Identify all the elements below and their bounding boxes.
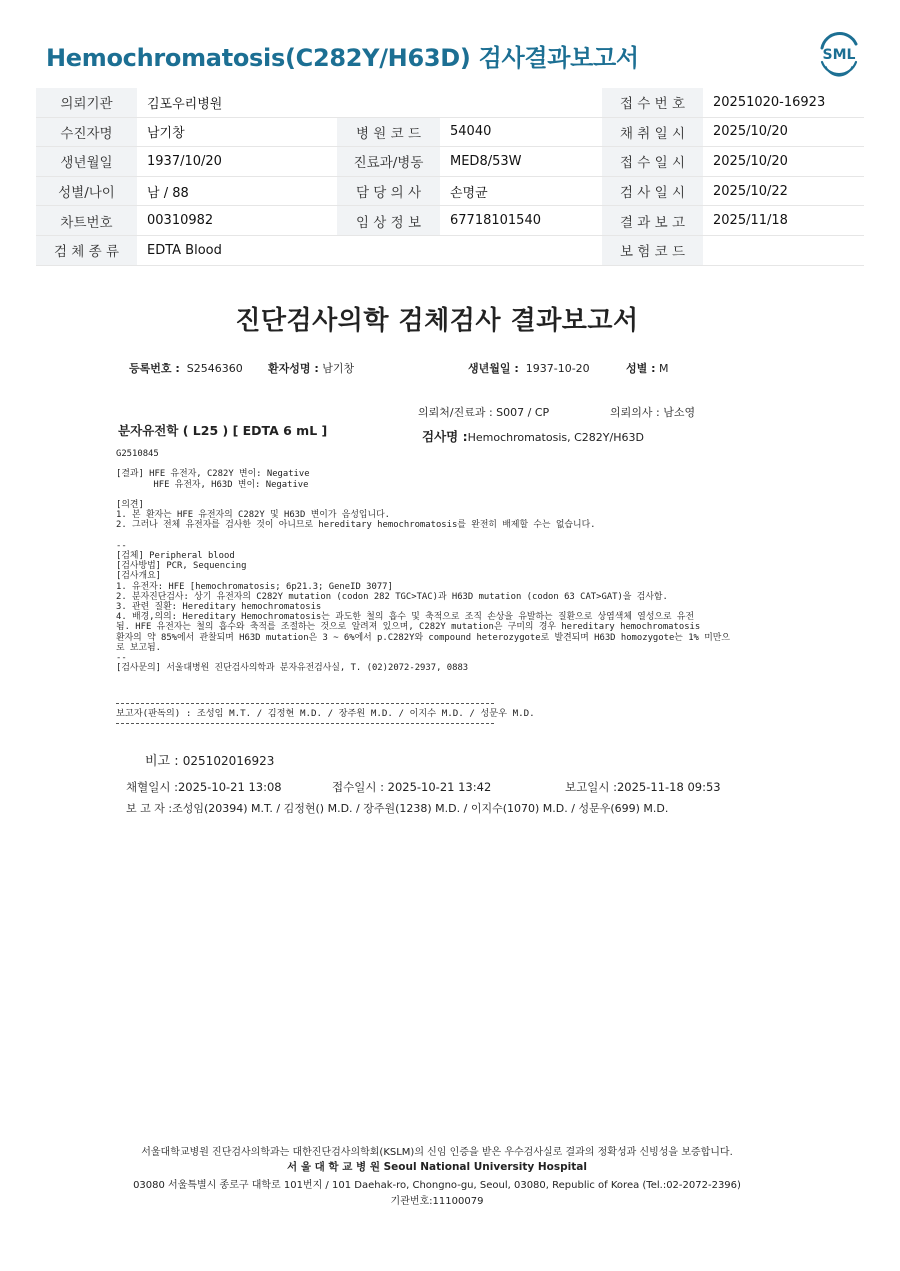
info-row — [36, 176, 864, 206]
info-label: 진료과/병동 — [337, 147, 440, 177]
info-label: 채 취 일 시 — [602, 117, 703, 147]
info-value: 2025/11/18 — [703, 206, 864, 236]
birth-date: 생년월일 : 1937-10-20 — [468, 362, 590, 375]
report-heading: 진단검사의학 검체검사 결과보고서 — [235, 306, 639, 336]
section-title: 분자유전학 ( L25 ) [ EDTA 6 mL ] — [118, 423, 328, 438]
dashed-divider-bottom — [116, 723, 494, 724]
info-value: 00310982 — [137, 206, 337, 236]
info-value: 2025/10/20 — [703, 147, 864, 177]
info-label: 성별/나이 — [36, 176, 137, 206]
collection-time: 채혈일시 :2025-10-21 13:08 — [126, 780, 282, 794]
info-value: 2025/10/20 — [703, 117, 864, 147]
info-row — [36, 206, 864, 236]
info-value: 김포우리병원 — [137, 88, 337, 117]
info-value — [440, 88, 599, 117]
sml-logo — [812, 28, 866, 78]
sex: 성별 : M — [626, 362, 669, 375]
info-label: 결 과 보 고 — [602, 206, 703, 236]
info-label: 의뢰기관 — [36, 88, 137, 117]
info-label: 접 수 일 시 — [602, 147, 703, 177]
hospital-address: 03080 서울특별시 종로구 대학로 101번지 / 101 Daehak-ro, Chongno-gu, Seoul, 03080, Republic of Korea (Tel.:02-2072-2396) — [133, 1180, 741, 1191]
registration-number: 등록번호 : S2546360 — [129, 362, 243, 375]
info-row — [36, 88, 864, 117]
receipt-time: 접수일시 : 2025-10-21 13:42 — [332, 780, 492, 794]
info-value: 1937/10/20 — [137, 147, 337, 177]
referring-doctor: 의뢰의사 : 남소영 — [610, 406, 696, 419]
info-label: 병 원 코 드 — [337, 117, 440, 147]
info-row — [36, 117, 864, 147]
info-row — [36, 235, 864, 265]
institution-number: 기관번호:11100079 — [390, 1196, 484, 1207]
info-label — [337, 235, 440, 265]
info-value: 20251020-16923 — [703, 88, 864, 117]
report-time: 보고일시 :2025-11-18 09:53 — [565, 780, 721, 794]
patient-name: 환자성명 : 남기창 — [268, 362, 355, 375]
info-row — [36, 147, 864, 177]
result-text: G2510845 [결과] HFE 유전자, C282Y 변이: Negative HFE 유전자, H63D 변이: Negative [의견] 1. 본 환자는 HFE 유전자의 C282Y 및 H63D 변이가 음성입니다. 2. 그러나 전체 유전자를 검사한 것이 아니므로 hereditary hemochromatosis를 완전히 배제할 수는 없습니다. -- [검체] Peripheral blood [검사방법] PCR, Sequencing [검사개요] 1. 유전자: HFE [hemochromatosis; 6p21.3; GeneID 3077] 2. 분자진단검사: 상기 유전자의 C282Y mutation (codon 282 TGC>TAC)과 H63D mutation (codon 63 CAT>GAT)을 검사함. 3. 관련 질환: Hereditary hemochromatosis 4. 배경,의의: Hereditary Hemochromatosis는 과도한 철의 흡수 및 축적으로 조직 손상을 유발하는 질환으로 상염색체 열성으로 유전 됨. HFE 유전자는 철의 흡수와 축적를 조절하는 것으로 알려져 있으며, C282Y mutation은 구미의 경우 hereditary hemochromatosis 환자의 약 85%에서 관찰되며 H63D mutation은 3 ~ 6%에서 p.C282Y와 compound heterozygote로 발견되며 H63D homozygote는 1% 미만으 로 보고됨. -- [검사문의] 서울대병원 진단검사의학과 분자유전검사실, T. (02)2072-2937, 0883 — [116, 449, 730, 674]
info-value — [703, 235, 864, 265]
info-value: 2025/10/22 — [703, 176, 864, 206]
info-value: 54040 — [440, 117, 599, 147]
info-value: EDTA Blood — [137, 235, 337, 265]
hospital-name: 서 울 대 학 교 병 원 Seoul National University Hospital — [287, 1161, 587, 1173]
referring-department: 의뢰처/진료과 : S007 / CP — [418, 406, 550, 419]
info-value: 남기창 — [137, 117, 337, 147]
info-value: 남 / 88 — [137, 176, 337, 206]
info-label: 생년월일 — [36, 147, 137, 177]
svg-text:SML: SML — [822, 47, 856, 63]
certification-statement: 서울대학교병원 진단검사의학과는 대한진단검사의학회(KSLM)의 신임 인증을 받은 우수검사실로 결과의 정확성과 신빙성을 보증합니다. — [141, 1147, 733, 1158]
reporters: 보 고 자 :조성임(20394) M.T. / 김정현() M.D. / 장주원(1238) M.D. / 이지수(1070) M.D. / 성문우(699) M.D. — [126, 802, 669, 815]
note: 비고 : 025102016923 — [145, 754, 275, 769]
info-label: 검 사 일 시 — [602, 176, 703, 206]
info-value: 손명균 — [440, 176, 599, 206]
info-value — [440, 235, 599, 265]
info-label: 담 당 의 사 — [337, 176, 440, 206]
test-name: 검사명 :Hemochromatosis, C282Y/H63D — [422, 429, 644, 444]
info-label: 차트번호 — [36, 206, 137, 236]
info-label: 보 험 코 드 — [602, 235, 703, 265]
info-label: 임 상 정 보 — [337, 206, 440, 236]
info-value: 67718101540 — [440, 206, 599, 236]
info-value: MED8/53W — [440, 147, 599, 177]
dashed-divider-top — [116, 703, 494, 704]
info-label: 검 체 종 류 — [36, 235, 137, 265]
info-label: 수진자명 — [36, 117, 137, 147]
judging-reporters: 보고자(판독의) : 조성임 M.T. / 김정현 M.D. / 장주원 M.D. / 이지수 M.D. / 성문우 M.D. — [116, 708, 535, 719]
info-label: 접 수 번 호 — [602, 88, 703, 117]
patient-info-table — [36, 88, 864, 266]
info-label — [337, 88, 440, 117]
report-title: Hemochromatosis(C282Y/H63D) 검사결과보고서 — [46, 44, 639, 72]
